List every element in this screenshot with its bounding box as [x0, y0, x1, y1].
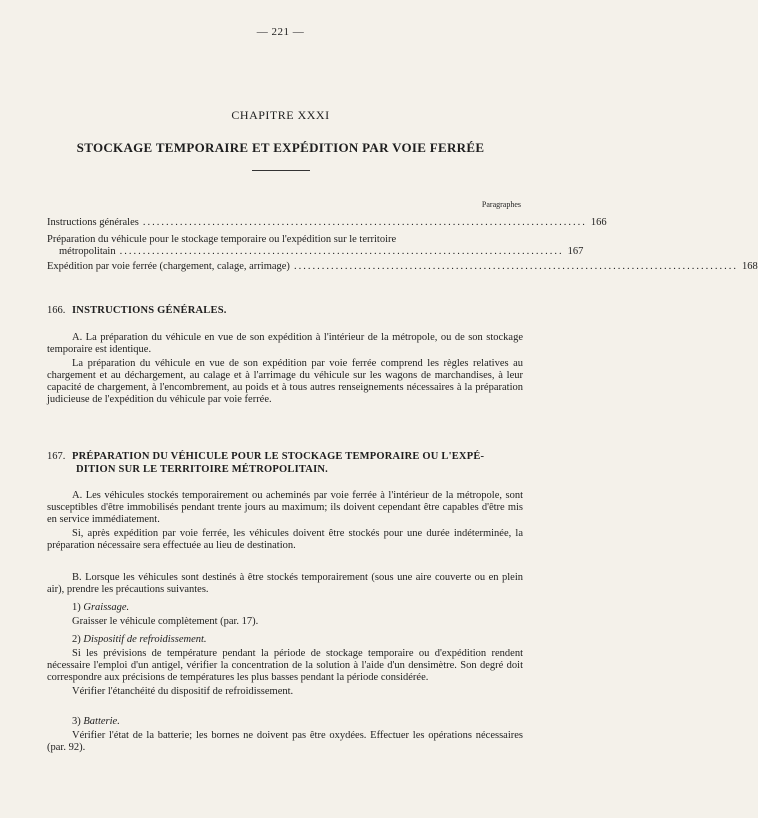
item-2-body: Si les prévisions de température pendant la période de stockage temporaire ou d'expédition rendent nécessaire l'emploi d'un antigel, vérifier la concentration de la solution à l'aide d'un densimètre. Son degré doit correspondre aux précisions de températures les plus basses pendant la période considérée. Vérifier l'étanchéité du dispositif de refroidissement.	[47, 648, 523, 697]
section-167-body-a	[47, 490, 523, 552]
section-166-body	[47, 332, 523, 406]
chapter-label: CHAPITRE XXXI	[231, 108, 330, 122]
paragraph: A. La préparation du véhicule en vue de son expédition à l'intérieur de la métropole, ou de son stockage temporaire est identique.	[47, 332, 523, 355]
toc-item: Instructions générales ................................................................................................ 166	[47, 217, 607, 228]
section-167-body-b	[47, 572, 523, 596]
item-1-heading: 1) Graissage.	[72, 602, 130, 613]
title-divider	[252, 170, 310, 171]
item-3-body: Vérifier l'état de la batterie; les bornes ne doivent pas être oxydées. Effectuer les opérations nécessaires (par. 92).	[47, 730, 523, 753]
item-2-heading: 2) Dispositif de refroidissement.	[72, 634, 207, 645]
page-number: — 221 —	[256, 26, 305, 38]
table-of-contents	[47, 216, 758, 273]
paragraph: La préparation du véhicule en vue de son expédition par voie ferrée comprend les règles relatives au chargement et au déchargement, au calage et à l'arrimage du véhicule sur les wagons de marchandises, à leur capacité de chargement, à l'encombrement, au poids et à tous autres renseignements nécessaires à la préparation judicieuse de l'expédition du véhicule par voie ferrée.	[47, 358, 523, 405]
section-167-heading: 167. PRÉPARATION DU VÉHICULE POUR LE STOCKAGE TEMPORAIRE OU L'EXPÉ- DITION SUR LE TERRITOIRE MÉTROPOLITAIN.	[47, 451, 485, 475]
toc-header: Paragraphes	[481, 200, 521, 209]
item-3-heading: 3) Batterie.	[72, 716, 120, 727]
chapter-title: STOCKAGE TEMPORAIRE ET EXPÉDITION PAR VOIE FERRÉE	[76, 140, 485, 155]
paragraph: Si, après expédition par voie ferrée, les véhicules doivent être stockés pour une durée indéterminée, la préparation nécessaire sera effectuée au lieu de destination.	[47, 528, 523, 551]
toc-item: Expédition par voie ferrée (chargement, calage, arrimage) ................................................................................................ 168	[47, 261, 758, 272]
toc-item: Préparation du véhicule pour le stockage temporaire ou l'expédition sur le territoire métropolitain ................................................................................................ 167	[47, 234, 584, 257]
section-166-heading: 166. INSTRUCTIONS GÉNÉRALES.	[47, 305, 227, 316]
paragraph: B. Lorsque les véhicules sont destinés à être stockés temporairement (sous une aire couverte ou en plein air), prendre les précautions suivantes.	[47, 572, 523, 595]
item-1-body: Graisser le véhicule complètement (par. 17).	[72, 616, 259, 627]
paragraph: A. Les véhicules stockés temporairement ou acheminés par voie ferrée à l'intérieur de la métropole, sont susceptibles d'être immobilisés pendant trente jours au maximum; ils doivent cependant être capables d'être mis en service immédiatement.	[47, 490, 523, 525]
